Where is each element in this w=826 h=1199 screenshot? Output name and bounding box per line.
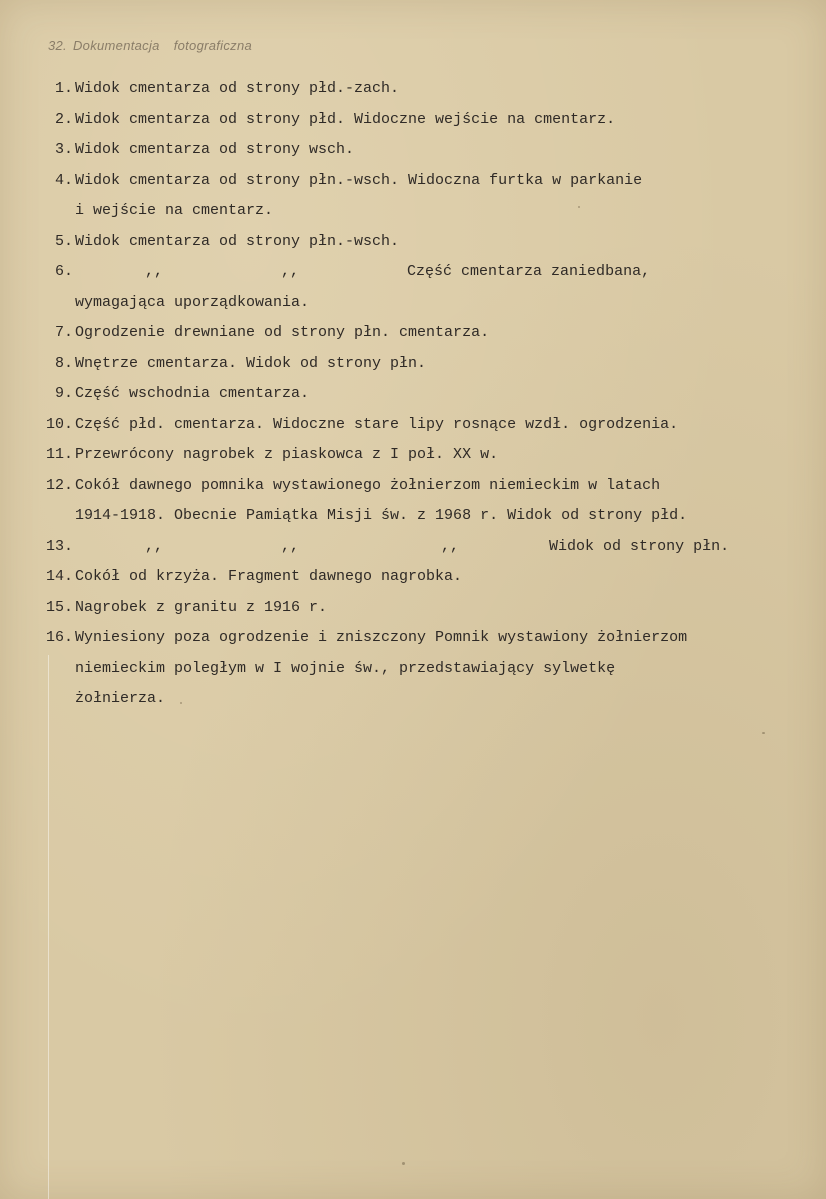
header-title-word2: fotograficzna	[173, 38, 253, 53]
list-item	[40, 227, 800, 258]
list-item	[40, 166, 800, 227]
ditto-mark: ,,	[145, 263, 164, 280]
item-text-continued: wymagająca uporządkowania.	[75, 293, 310, 311]
item-number: 15.	[45, 598, 73, 616]
item-number: 7.	[54, 324, 73, 341]
list-item	[40, 318, 800, 349]
ditto-mark: ,,	[441, 537, 460, 555]
item-number: 10.	[45, 415, 73, 433]
item-text-continued: niemieckim poległym w I wojnie św., przedstawiający sylwetkę	[75, 659, 616, 677]
item-text: Część wschodnia cmentarza.	[75, 385, 310, 402]
item-text-continued: i wejście na cmentarz.	[75, 202, 274, 219]
photo-documentation-list	[40, 74, 800, 715]
list-item	[40, 440, 800, 471]
list-item	[40, 379, 800, 410]
item-number: 4.	[54, 171, 73, 189]
ditto-mark: ,,	[281, 263, 300, 280]
item-text-continued: 1914-1918. Obecnie Pamiątka Misji św. z 1968 r. Widok od strony płd.	[75, 507, 688, 524]
paper-speck	[578, 206, 580, 208]
list-item	[40, 410, 800, 441]
item-text: Wyniesiony poza ogrodzenie i zniszczony Pomnik wystawiony żołnierzom	[75, 629, 688, 646]
item-number: 2.	[54, 110, 73, 128]
ditto-mark: ,,	[281, 537, 300, 555]
item-text: Przewrócony nagrobek z piaskowca z I poł. XX w.	[75, 446, 499, 463]
page-number: 32.	[48, 38, 67, 53]
list-item	[40, 74, 800, 105]
item-number: 1.	[54, 80, 73, 97]
item-text: Nagrobek z granitu z 1916 r.	[75, 598, 328, 616]
paper-speck	[180, 702, 182, 704]
list-item	[40, 105, 800, 136]
item-text: Widok cmentarza od strony płd.-zach.	[75, 80, 400, 97]
list-item	[40, 562, 800, 593]
item-text: Ogrodzenie drewniane od strony płn. cmentarza.	[75, 324, 490, 341]
item-number: 3.	[54, 141, 73, 158]
item-text: Cokół od krzyża. Fragment dawnego nagrobka.	[75, 568, 463, 585]
paper-speck	[762, 732, 765, 734]
item-text: Widok cmentarza od strony płn.-wsch.	[75, 232, 400, 250]
item-number: 6.	[54, 263, 73, 280]
ditto-mark: ,,	[145, 537, 164, 555]
item-text: Część cmentarza zaniedbana,	[407, 263, 651, 280]
ditto-line	[75, 257, 800, 288]
item-text: Widok cmentarza od strony płd. Widoczne wejście na cmentarz.	[75, 110, 616, 128]
item-number: 14.	[45, 568, 73, 585]
list-item	[40, 135, 800, 166]
header-title-word1: Dokumentacja	[72, 38, 160, 53]
item-text: Cokół dawnego pomnika wystawionego żołnierzom niemieckim w latach	[75, 476, 661, 494]
item-number: 12.	[45, 476, 73, 494]
list-item	[40, 532, 800, 563]
list-item	[40, 593, 800, 624]
list-item	[40, 623, 800, 715]
item-number: 5.	[54, 232, 73, 250]
item-text: Wnętrze cmentarza. Widok od strony płn.	[75, 354, 427, 372]
item-text: Część płd. cmentarza. Widoczne stare lipy rosnące wzdł. ogrodzenia.	[75, 415, 679, 433]
item-text: Widok cmentarza od strony wsch.	[75, 141, 355, 158]
ditto-line	[75, 532, 800, 563]
paper-speck	[402, 1162, 405, 1165]
item-number: 16.	[45, 629, 73, 646]
item-number: 9.	[54, 385, 73, 402]
page-header	[48, 38, 252, 53]
paper-fold-line	[48, 655, 49, 1199]
item-text: Widok od strony płn.	[549, 537, 730, 555]
list-item	[40, 257, 800, 318]
list-item	[40, 349, 800, 380]
item-number: 13.	[45, 537, 73, 555]
item-number: 11.	[45, 446, 73, 463]
item-text: Widok cmentarza od strony płn.-wsch. Widoczna furtka w parkanie	[75, 171, 643, 189]
item-number: 8.	[54, 354, 73, 372]
item-text-continued: żołnierza.	[75, 690, 166, 707]
list-item	[40, 471, 800, 532]
